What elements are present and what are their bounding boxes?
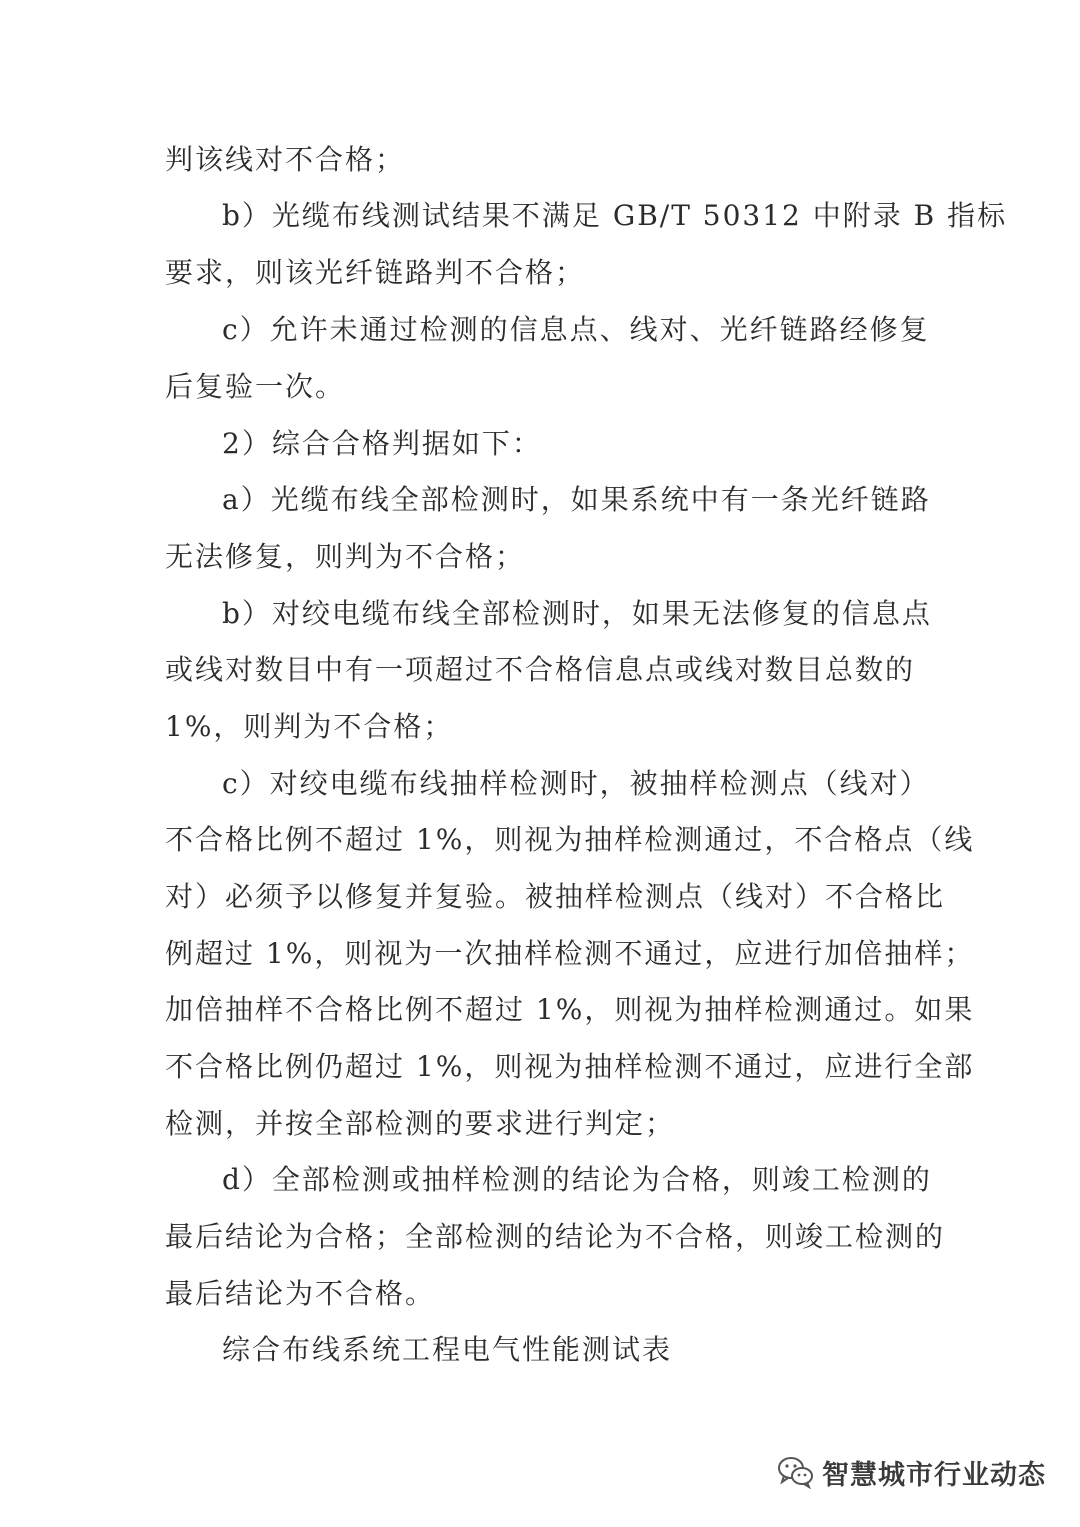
text-line: 不合格比例不超过 1%，则视为抽样检测通过，不合格点（线 [165, 823, 975, 856]
text-line: 不合格比例仍超过 1%，则视为抽样检测不通过，应进行全部 [165, 1050, 975, 1083]
text-line: 或线对数目中有一项超过不合格信息点或线对数目总数的 [165, 653, 916, 686]
text-line: 要求，则该光纤链路判不合格； [165, 256, 586, 289]
text-line: b）对绞电缆布线全部检测时，如果无法修复的信息点 [222, 597, 932, 630]
watermark [776, 1452, 1046, 1492]
text-line: 1%，则判为不合格； [165, 710, 454, 743]
text-line: 最后结论为不合格。 [165, 1277, 436, 1310]
text-line: b）光缆布线测试结果不满足 GB/T 50312 中附录 B 指标 [222, 199, 1008, 232]
text-line: 无法修复，则判为不合格； [165, 540, 526, 573]
text-line: 例超过 1%，则视为一次抽样检测不通过，应进行加倍抽样； [165, 937, 975, 970]
text-line: 最后结论为合格；全部检测的结论为不合格，则竣工检测的 [165, 1220, 946, 1253]
text-line: a）光缆布线全部检测时，如果系统中有一条光纤链路 [222, 483, 931, 516]
table-caption: 综合布线系统工程电气性能测试表 [222, 1333, 673, 1366]
text-line: 检测，并按全部检测的要求进行判定； [165, 1107, 676, 1140]
text-line: 2）综合合格判据如下： [222, 427, 542, 460]
text-line: d）全部检测或抽样检测的结论为合格，则竣工检测的 [222, 1163, 932, 1196]
text-line: 判该线对不合格； [165, 143, 406, 176]
text-line: c）允许未通过检测的信息点、线对、光纤链路经修复 [222, 313, 930, 346]
text-line: c）对绞电缆布线抽样检测时，被抽样检测点（线对） [222, 767, 930, 800]
watermark-text: 智慧城市行业动态 [822, 1459, 1046, 1491]
text-line: 加倍抽样不合格比例不超过 1%，则视为抽样检测通过。如果 [165, 993, 975, 1026]
text-line: 后复验一次。 [165, 370, 346, 403]
wechat-icon [776, 1455, 814, 1489]
text-line: 对）必须予以修复并复验。被抽样检测点（线对）不合格比 [165, 880, 946, 913]
